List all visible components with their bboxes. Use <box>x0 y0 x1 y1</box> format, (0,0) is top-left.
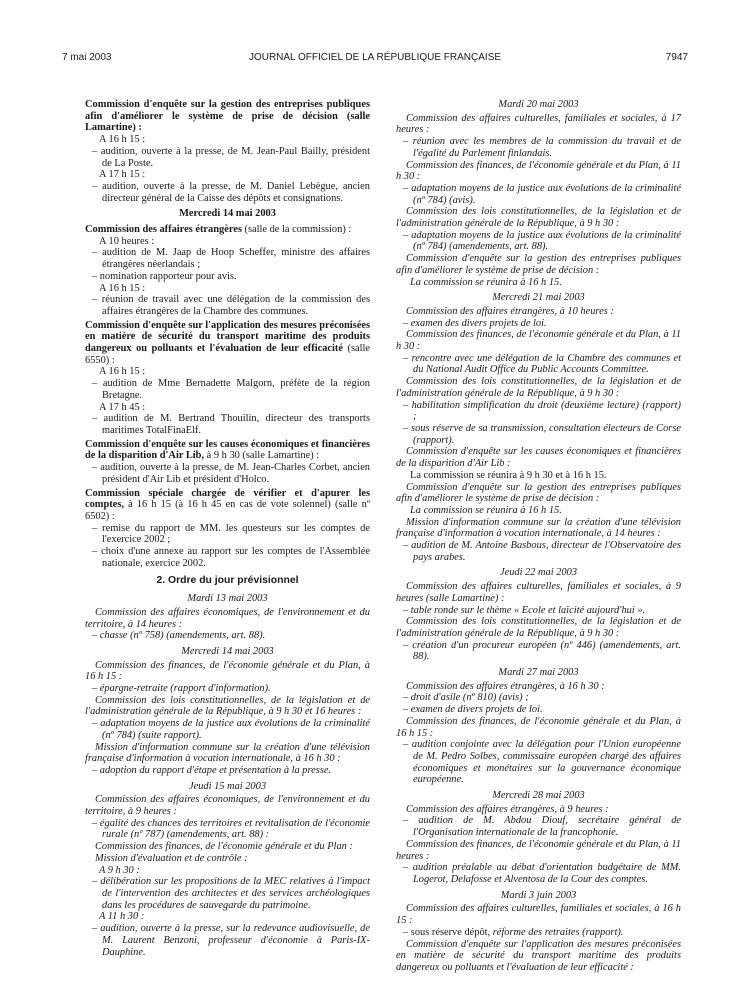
agenda-item: – audition de Mme Bernadette Malgorn, préfète de la région Bretagne. <box>92 378 370 401</box>
commission-details: à 16 h 15 (à 16 h 45 en cas de vote solennel) (salle nº 6502) : <box>85 499 370 522</box>
commission-title: Mission d'information commune sur la création d'une télévision française d'information à vocation internationale, à 16 h 30 : <box>85 741 370 765</box>
agenda-item: – délibération sur les propositions de la MEC relatives à l'impact de l'intervention des architectes et des services archéologiques dans les procédures de sauvegarde du patrimoine. <box>92 876 370 911</box>
agenda-item: – égalité des chances des territoires et revitalisation de l'économie rurale (nº 787) (amendements, art. 88) : <box>92 817 370 841</box>
commission-name: Commission spéciale chargée de vérifier et d'apurer les comptes, <box>85 487 370 511</box>
time-label: La commission se réunira à 16 h 15. <box>410 276 562 288</box>
agenda-item: – adaptation moyens de la justice aux évolutions de la criminalité (nº 784) (avis). <box>403 182 681 206</box>
day-heading: Jeudi 22 mai 2003 <box>499 567 578 579</box>
commission-title: Commission d'enquête sur la gestion des entreprises publiques afin d'améliorer le système de prise de décision (salle Lamartine) : <box>85 99 370 134</box>
agenda-item: – audition de M. Jaap de Hoop Scheffer, ministre des affaires étrangères néerlandais ; <box>92 247 370 271</box>
agenda-item: – table ronde sur le thème « Ecole et laïcité aujourd'hui ». <box>403 604 646 616</box>
agenda-item <box>396 927 681 939</box>
day-heading: Mercredi 14 mai 2003 <box>179 208 276 220</box>
commission-name: Commission d'enquête sur les causes économiques et financières de la disparition d'Air Lib, <box>85 438 370 462</box>
time-label: La commission se réunira à 16 h 15. <box>410 504 562 516</box>
agenda-item: – audition, ouverte à la presse, sur la redevance audiovisuelle, de M. Laurent Benzoni, professeur d'économie à Paris-IX-Dauphine. <box>92 923 370 958</box>
header-date: 7 mai 2003 <box>62 52 112 63</box>
agenda-item: – audition préalable au débat d'orientation budgétaire de MM. Logerot, Delafosse et Alventosa de la Cour des comptes. <box>403 862 681 885</box>
time-label: A 10 heures : <box>99 235 155 247</box>
time-label: A 16 h 15 : <box>99 134 146 146</box>
agenda-item: – adaptation moyens de la justice aux évolutions de la criminalité (nº 784) (suite rapport). <box>92 718 370 741</box>
commission-title: Commission des finances, de l'économie générale et du Plan, à 16 h 15 : <box>85 659 370 683</box>
agenda-item: – droit d'asile (nº 810) (avis) ; <box>403 692 529 704</box>
commission-title: Commission des finances, de l'économie générale et du Plan, à 11 h 30 : <box>396 329 681 353</box>
commission-title: Commission des affaires économiques, de l'environnement et du territoire, à 14 heures : <box>85 606 370 630</box>
commission-title <box>85 488 370 523</box>
commission-title: Commission des affaires économiques, de l'environnement et du territoire, à 9 heures : <box>85 794 370 818</box>
commission-details: à 9 h 30 (salle Lamartine) : <box>204 450 320 462</box>
agenda-item-subject: réforme des retraites (rapport). <box>492 926 624 938</box>
page-header <box>62 52 688 66</box>
agenda-item: – création d'un procureur européen (nº 446) (amendements, art. 88). <box>403 639 681 663</box>
agenda-item: – adoption du rapport d'étape et présentation à la presse. <box>92 764 332 776</box>
agenda-item-prefix: – sous réserve dépôt, <box>403 926 493 938</box>
commission-title <box>85 439 370 462</box>
day-heading: Mardi 27 mai 2003 <box>498 667 579 679</box>
commission-title: Commission d'enquête sur la gestion des entreprises publiques afin d'améliorer le système de prise de décision : <box>396 253 681 276</box>
commission-title: Commission des finances, de l'économie générale et du Plan, à 11 heures : <box>396 838 681 862</box>
time-label: A 11 h 30 : <box>99 911 145 923</box>
right-column <box>396 99 681 974</box>
day-heading: Mardi 13 mai 2003 <box>187 593 268 605</box>
section-heading: 2. Ordre du jour prévisionnel <box>156 575 299 587</box>
agenda-item: – sous réserve de sa transmission, consultation électeurs de Corse (rapport). <box>403 422 681 446</box>
time-label: La commission se réunira à 9 h 30 et à 16 h 15. <box>410 469 607 481</box>
commission-title: Commission des lois constitutionnelles, de la législation et de l'administration générale de la République, à 9 h 30 : <box>396 376 681 399</box>
commission-details: (salle 6550) : <box>85 343 370 366</box>
agenda-item: – audition conjointe avec la délégation pour l'Union européenne de M. Pedro Solbes, commissaire européen chargé des affaires économiques et monétaires sur la gouvernance économique européenne. <box>403 739 681 786</box>
time-label: A 16 h 15 : <box>99 366 146 378</box>
agenda-item: – réunion avec les membres de la commission du travail et de l'égalité du Parlement finlandais. <box>403 136 681 159</box>
commission-title: Commission d'enquête sur la gestion des entreprises publiques afin d'améliorer le système de prise de décision : <box>396 481 681 505</box>
commission-title: Commission des affaires culturelles, familiales et sociales, à 17 heures : <box>396 112 681 136</box>
commission-name: Commission des affaires étrangères <box>85 224 242 236</box>
agenda-item: – examen des divers projets de loi. <box>403 317 547 329</box>
commission-title: Commission des affaires étrangères, à 16 h 30 : <box>406 680 605 692</box>
commission-title: Commission des lois constitutionnelles, de la législation et de l'administration générale de la République, à 9 h 30 : <box>396 206 681 230</box>
agenda-item: – adaptation moyens de la justice aux évolutions de la criminalité (nº 784) (amendements, art. 88). <box>403 229 681 253</box>
commission-title: Mission d'évaluation et de contrôle : <box>95 852 248 864</box>
commission-title: Mission d'information commune sur la création d'une télévision française d'information à vocation internationale, à 14 heures : <box>396 516 681 540</box>
agenda-item: – choix d'une annexe au rapport sur les comptes de l'Assemblée nationale, exercice 2002. <box>92 546 370 569</box>
commission-title: Commission des lois constitutionnelles, de la législation et de l'administration générale de la République, à 9 h 30 et 16 heures : <box>85 694 370 718</box>
commission-title: Commission des finances, de l'économie générale et du Plan : <box>95 841 353 853</box>
agenda-item: – audition de M. Antoine Basbous, directeur de l'Observatoire des pays arabes. <box>403 540 681 563</box>
commission-name: Commission d'enquête sur l'application des mesures préconisées en matière de sécurité du transport maritime des produits dangereux ou polluants et l'évaluation de leur efficacité <box>85 319 370 355</box>
agenda-item: – audition, ouverte à la presse, de M. Jean-Charles Corbet, ancien président d'Air Lib et président d'Holco. <box>92 462 370 485</box>
agenda-item: – réunion de travail avec une délégation de la commission des affaires étrangères de la Chambre des communes. <box>92 294 370 317</box>
agenda-item: – audition, ouverte à la presse, de M. Jean-Paul Bailly, président de La Poste. <box>92 145 370 169</box>
agenda-item: – rencontre avec une délégation de la Chambre des communes et du National Audit Office du Public Accounts Committee. <box>403 352 681 376</box>
commission-title: Commission des finances, de l'économie générale et du Plan, à 11 h 30 : <box>396 159 681 183</box>
time-label: A 16 h 15 : <box>99 282 146 294</box>
time-label: A 17 h 15 : <box>99 169 146 181</box>
agenda-item: – nomination rapporteur pour avis. <box>92 270 237 282</box>
agenda-item: – chasse (nº 758) (amendements, art. 88). <box>92 630 266 642</box>
time-label: A 9 h 30 : <box>99 864 140 876</box>
commission-details: (salle de la commission) : <box>241 224 352 236</box>
day-heading: Jeudi 15 mai 2003 <box>188 780 267 792</box>
agenda-item: – remise du rapport de MM. les questeurs sur les comptes de l'exercice 2002 ; <box>92 522 370 546</box>
agenda-item: – audition de M. Bertrand Thouilin, directeur des transports maritimes TotalFinaElf. <box>92 413 370 436</box>
commission-title: Commission d'enquête sur l'application des mesures préconisées en matière de sécurité du transport maritime des produits dangereux ou polluants et l'évaluation de leur efficacité : <box>396 938 681 973</box>
commission-title: Commission d'enquête sur les causes économiques et financières de la disparition d'Air Lib : <box>396 446 681 470</box>
commission-title: Commission des affaires étrangères, à 10 heures : <box>406 305 614 317</box>
commission-title: Commission des affaires culturelles, familiales et sociales, à 16 h 15 : <box>396 903 681 927</box>
agenda-item: – audition, ouverte à la presse, de M. Daniel Lebègue, ancien directeur général de la Caisse des dépôts et consignations. <box>92 180 370 204</box>
commission-title: Commission des lois constitutionnelles, de la législation et de l'administration générale de la République, à 9 h 30 : <box>396 616 681 639</box>
header-journal-title: JOURNAL OFFICIEL DE LA RÉPUBLIQUE FRANÇAISE <box>248 52 502 63</box>
agenda-item: – audition de M. Abdou Diouf, secrétaire général de l'Organisation internationale de la francophonie. <box>403 815 681 839</box>
commission-title <box>85 320 370 367</box>
time-label: A 17 h 45 : <box>99 401 146 413</box>
header-page-number: 7947 <box>665 52 688 63</box>
day-heading: Mercredi 21 mai 2003 <box>492 292 585 304</box>
agenda-item: – épargne-retraite (rapport d'information). <box>92 683 271 695</box>
day-heading: Mardi 3 juin 2003 <box>500 889 577 901</box>
spacer <box>85 569 370 573</box>
commission-title: Commission des affaires culturelles, familiales et sociales, à 9 heures (salle Lamartine) : <box>396 581 681 604</box>
day-heading: Mardi 20 mai 2003 <box>498 99 579 110</box>
commission-title <box>85 224 370 236</box>
agenda-item: – habilitation simplification du droit (deuxième lecture) (rapport) ; <box>403 399 681 423</box>
left-column <box>85 99 370 958</box>
commission-title: Commission des affaires étrangères, à 9 heures : <box>406 803 609 815</box>
commission-title: Commission des finances, de l'économie générale et du Plan, à 16 h 15 : <box>396 715 681 739</box>
day-heading: Mercredi 28 mai 2003 <box>492 790 585 802</box>
agenda-item: – examen de divers projets de loi. <box>403 704 543 716</box>
day-heading: Mercredi 14 mai 2003 <box>181 645 274 657</box>
